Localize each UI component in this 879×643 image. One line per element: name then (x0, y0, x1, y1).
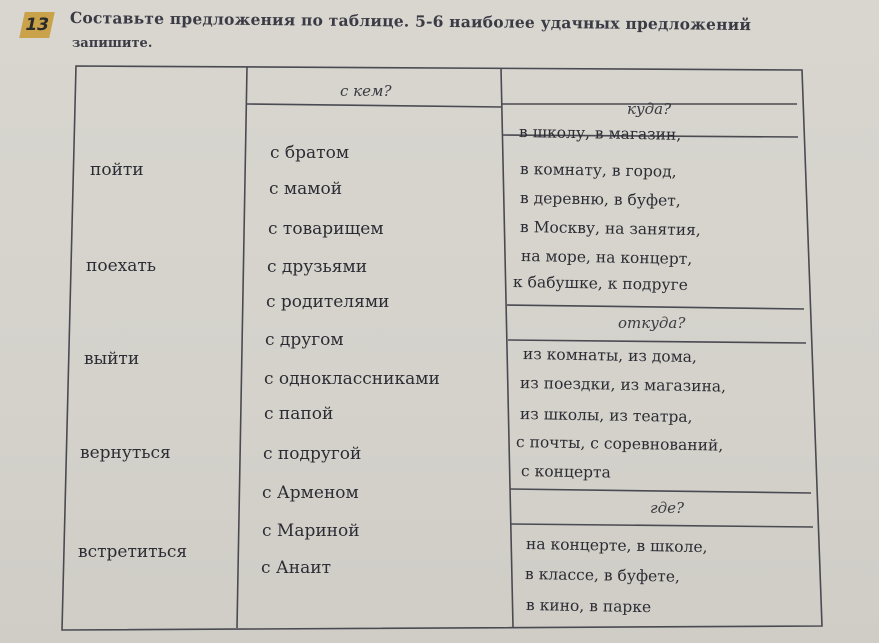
companion-12: с Анаит (261, 558, 332, 578)
companion-4: с друзьями (267, 257, 368, 277)
where-from-header: откуда? (618, 314, 686, 332)
where-line-3: в кино, в парке (525, 596, 652, 617)
companion-8: с папой (264, 404, 334, 424)
companion-3: с товарищем (268, 219, 384, 239)
task-instruction-line-1: Составьте предложения по таблице. 5-6 наиболее удачных предложений (69, 8, 752, 35)
where-from-line-5: с концерта (520, 462, 611, 482)
verb-go-on-foot: пойти (90, 160, 144, 180)
where-to-line-6: к бабушке, к подруге (512, 273, 689, 295)
where-from-header-top (507, 305, 804, 309)
where-header-bottom (511, 524, 813, 527)
companion-2: с мамой (269, 179, 343, 199)
where-from-line-2: из поездки, из магазина, (519, 374, 727, 396)
where-header-top (510, 489, 811, 493)
where-to-line-2: в комнату, в город, (519, 160, 677, 181)
where-from-line-1: из комнаты, из дома, (522, 345, 698, 367)
divider-verbs-companions (237, 67, 247, 628)
where-to-line-4: в Москву, на занятия, (519, 218, 701, 240)
companion-1: с братом (270, 143, 350, 163)
where-to-line-5: на море, на концерт, (520, 247, 693, 268)
task-instruction-line-2: запишите. (72, 36, 153, 51)
where-line-1: на концерте, в школе, (525, 535, 708, 557)
verb-go-by-transport: поехать (86, 256, 157, 276)
where-from-line-3: из школы, из театра, (519, 405, 693, 427)
where-from-header-bottom (508, 340, 806, 343)
companion-5: с родителями (266, 292, 390, 312)
verb-go-out: выйти (84, 349, 140, 369)
companions-header: с кем? (340, 82, 392, 100)
companions-header-line (246, 104, 502, 107)
companion-9: с подругой (263, 444, 362, 464)
companion-11: с Мариной (262, 521, 360, 541)
where-from-line-4: с почты, с соревнований, (515, 433, 724, 455)
where-to-header: куда? (627, 100, 672, 118)
companion-7: с одноклассниками (264, 369, 440, 389)
companion-10: с Арменом (262, 483, 359, 503)
exercise-number-text: 13 (23, 15, 51, 35)
companion-6: с другом (265, 330, 344, 350)
divider-companions-destinations (501, 68, 513, 627)
verb-return: вернуться (80, 443, 171, 463)
where-line-2: в классе, в буфете, (524, 565, 681, 586)
where-header: где? (650, 499, 685, 517)
where-to-line-1: в школу, в магазин, (518, 123, 682, 144)
where-to-line-3: в деревню, в буфет, (519, 189, 681, 210)
verb-meet: встретиться (78, 542, 188, 562)
